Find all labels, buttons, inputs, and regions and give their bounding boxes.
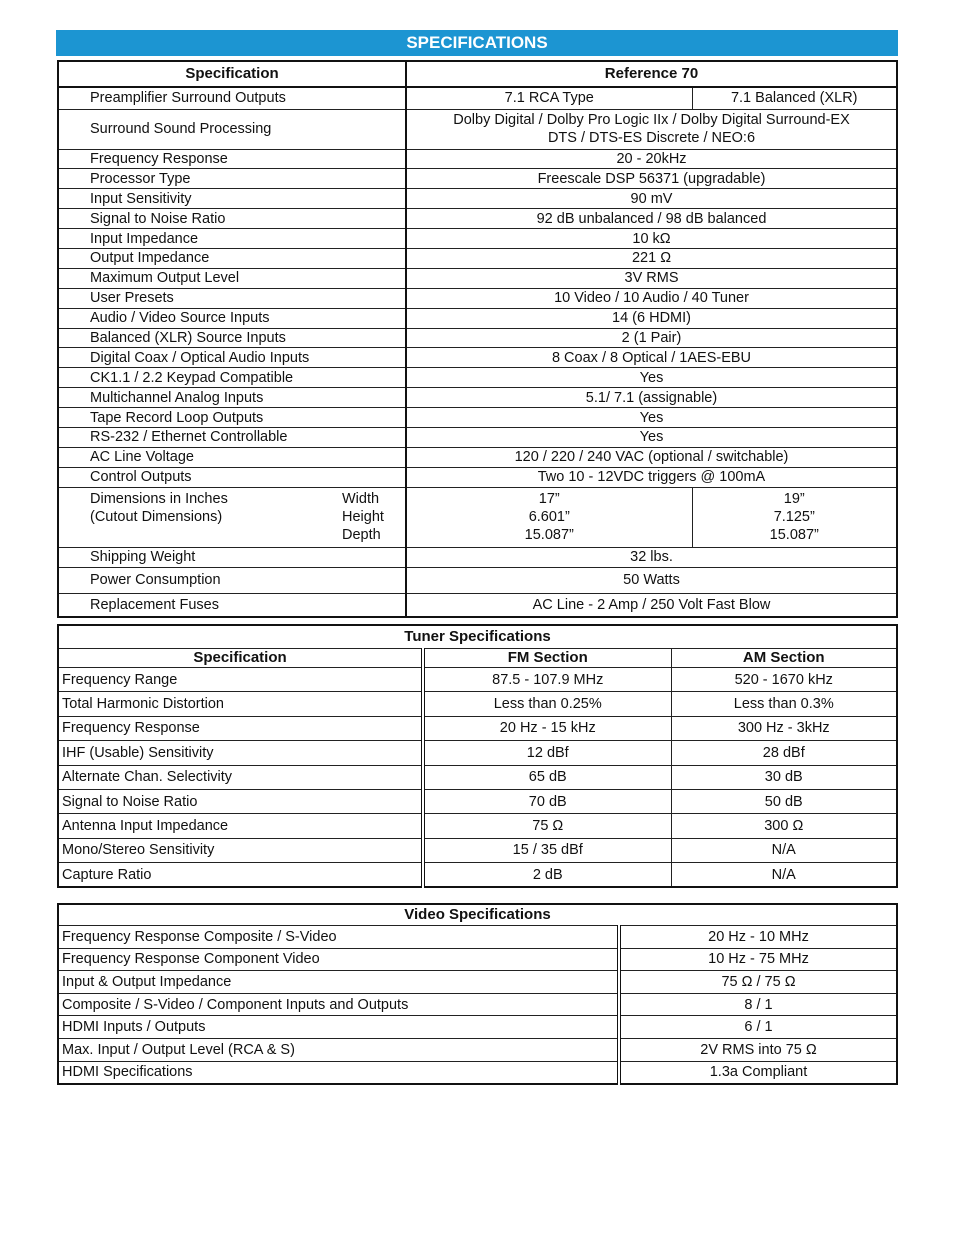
- table-row: [58, 308, 897, 328]
- table-row: [58, 668, 897, 692]
- fm-value: 70 dB: [423, 789, 671, 813]
- table-row: [58, 268, 897, 288]
- row-value: 3V RMS: [406, 268, 897, 288]
- table-row: [58, 149, 897, 169]
- row-label: Output Impedance: [58, 248, 406, 268]
- depth-label: Depth: [342, 527, 381, 544]
- row-value: Yes: [406, 368, 897, 388]
- row-value: 20 Hz - 10 MHz: [619, 926, 897, 949]
- row-label: Maximum Output Level: [58, 268, 406, 288]
- row-label: Max. Input / Output Level (RCA & S): [58, 1038, 619, 1061]
- row-label: Input Sensitivity: [58, 189, 406, 209]
- table-row: [58, 765, 897, 789]
- dimensions-value-a: [406, 487, 692, 547]
- table-row: [58, 328, 897, 348]
- fm-value: 2 dB: [423, 863, 671, 887]
- am-value: 300 Ω: [671, 814, 897, 838]
- row-label: Antenna Input Impedance: [58, 814, 423, 838]
- row-label: CK1.1 / 2.2 Keypad Compatible: [58, 368, 406, 388]
- row-label: Frequency Range: [58, 668, 423, 692]
- video-spec-table: [57, 903, 898, 1085]
- row-label: Processor Type: [58, 169, 406, 189]
- row-label: Shipping Weight: [58, 547, 406, 567]
- tuner-header-specification: Specification: [58, 649, 423, 668]
- height-value: 7.125”: [773, 509, 815, 526]
- table-row: [58, 229, 897, 249]
- row-value: 75 Ω / 75 Ω: [619, 971, 897, 994]
- table-row: [58, 692, 897, 716]
- row-value: Two 10 - 12VDC triggers @ 100mA: [406, 467, 897, 487]
- row-label: Control Outputs: [58, 467, 406, 487]
- row-label: Signal to Noise Ratio: [58, 789, 423, 813]
- row-label: User Presets: [58, 288, 406, 308]
- depth-value: 15.087”: [524, 527, 574, 544]
- video-title-row: [58, 904, 897, 926]
- row-value: 20 - 20kHz: [406, 149, 897, 169]
- am-value: 28 dBf: [671, 741, 897, 765]
- surround-line-1: Dolby Digital / Dolby Pro Logic IIx / Dolby Digital Surround-EX: [453, 112, 850, 128]
- table-row: [58, 814, 897, 838]
- row-value: 10 kΩ: [406, 229, 897, 249]
- main-header-row: [58, 61, 897, 87]
- tuner-spec-table: [57, 624, 898, 888]
- dimensions-label: Dimensions in Inches: [90, 491, 228, 508]
- fm-value: 75 Ω: [423, 814, 671, 838]
- row-label: HDMI Specifications: [58, 1061, 619, 1084]
- am-value: 30 dB: [671, 765, 897, 789]
- row-value: 7.1 RCA Type: [406, 87, 692, 109]
- row-value: 221 Ω: [406, 248, 897, 268]
- table-row: [58, 926, 897, 949]
- table-row: [58, 716, 897, 740]
- row-label: Frequency Response: [58, 149, 406, 169]
- table-row: [58, 109, 897, 149]
- am-value: Less than 0.3%: [671, 692, 897, 716]
- row-label: Total Harmonic Distortion: [58, 692, 423, 716]
- main-spec-table: [57, 60, 898, 618]
- row-value: Yes: [406, 427, 897, 447]
- row-label: Composite / S-Video / Component Inputs and Outputs: [58, 993, 619, 1016]
- table-row: [58, 1016, 897, 1039]
- tuner-header-fm: FM Section: [423, 649, 671, 668]
- row-label: Input Impedance: [58, 229, 406, 249]
- row-label: Signal to Noise Ratio: [58, 209, 406, 229]
- height-value: 6.601”: [528, 509, 570, 526]
- tuner-title: Tuner Specifications: [58, 625, 897, 649]
- row-label: Frequency Response Composite / S-Video: [58, 926, 619, 949]
- row-label: Power Consumption: [58, 567, 406, 593]
- row-value: 1.3a Compliant: [619, 1061, 897, 1084]
- table-row: [58, 447, 897, 467]
- am-value: N/A: [671, 838, 897, 862]
- row-value: 6 / 1: [619, 1016, 897, 1039]
- dimensions-value-b: [692, 487, 897, 547]
- tuner-header-am: AM Section: [671, 649, 897, 668]
- tuner-header-row: [58, 649, 897, 668]
- table-row: [58, 368, 897, 388]
- row-value: 92 dB unbalanced / 98 dB balanced: [406, 209, 897, 229]
- table-row: [58, 863, 897, 887]
- row-label: Surround Sound Processing: [58, 109, 406, 149]
- table-row: [58, 789, 897, 813]
- cutout-label: (Cutout Dimensions): [90, 509, 223, 526]
- row-label: Mono/Stereo Sensitivity: [58, 838, 423, 862]
- table-row: [58, 948, 897, 971]
- row-value: 7.1 Balanced (XLR): [692, 87, 897, 109]
- table-row: [58, 971, 897, 994]
- fm-value: 12 dBf: [423, 741, 671, 765]
- table-row: [58, 741, 897, 765]
- table-row: [58, 388, 897, 408]
- table-row: [58, 1061, 897, 1084]
- am-value: 520 - 1670 kHz: [671, 668, 897, 692]
- row-label: Balanced (XLR) Source Inputs: [58, 328, 406, 348]
- table-row: [58, 1038, 897, 1061]
- am-value: N/A: [671, 863, 897, 887]
- row-label: HDMI Inputs / Outputs: [58, 1016, 619, 1039]
- header-specification: Specification: [58, 61, 406, 87]
- table-row: [58, 467, 897, 487]
- row-label: Frequency Response Component Video: [58, 948, 619, 971]
- row-label: IHF (Usable) Sensitivity: [58, 741, 423, 765]
- table-row: [58, 209, 897, 229]
- row-value: 50 Watts: [406, 567, 897, 593]
- row-value: 8 / 1: [619, 993, 897, 1016]
- header-reference-70: Reference 70: [406, 61, 897, 87]
- dimensions-row: [58, 487, 897, 547]
- table-row: [58, 408, 897, 428]
- fm-value: Less than 0.25%: [423, 692, 671, 716]
- row-value: 5.1/ 7.1 (assignable): [406, 388, 897, 408]
- table-row: [58, 189, 897, 209]
- row-value: Freescale DSP 56371 (upgradable): [406, 169, 897, 189]
- row-value: 2 (1 Pair): [406, 328, 897, 348]
- table-row: [58, 593, 897, 617]
- row-label: Digital Coax / Optical Audio Inputs: [58, 348, 406, 368]
- row-label: Multichannel Analog Inputs: [58, 388, 406, 408]
- row-label: Capture Ratio: [58, 863, 423, 887]
- row-label: Replacement Fuses: [58, 593, 406, 617]
- height-label: Height: [342, 509, 384, 526]
- table-row: [58, 288, 897, 308]
- table-row: [58, 87, 897, 109]
- am-value: 300 Hz - 3kHz: [671, 716, 897, 740]
- row-value: [406, 109, 897, 149]
- fm-value: 87.5 - 107.9 MHz: [423, 668, 671, 692]
- width-label: Width: [342, 491, 380, 508]
- surround-line-2: DTS / DTS-ES Discrete / NEO:6: [547, 130, 756, 146]
- tuner-title-row: [58, 625, 897, 649]
- row-value: 90 mV: [406, 189, 897, 209]
- width-value: 19”: [783, 491, 805, 508]
- table-row: [58, 838, 897, 862]
- row-label: Tape Record Loop Outputs: [58, 408, 406, 428]
- row-value: 120 / 220 / 240 VAC (optional / switchable): [406, 447, 897, 467]
- row-value: Yes: [406, 408, 897, 428]
- table-row: [58, 567, 897, 593]
- table-row: [58, 348, 897, 368]
- row-value: 2V RMS into 75 Ω: [619, 1038, 897, 1061]
- table-row: [58, 248, 897, 268]
- row-label: Input & Output Impedance: [58, 971, 619, 994]
- dimensions-label-cell: [58, 487, 406, 547]
- row-label: Alternate Chan. Selectivity: [58, 765, 423, 789]
- row-value: 32 lbs.: [406, 547, 897, 567]
- specifications-banner: SPECIFICATIONS: [56, 30, 898, 56]
- row-value: 10 Hz - 75 MHz: [619, 948, 897, 971]
- am-value: 50 dB: [671, 789, 897, 813]
- row-value: 14 (6 HDMI): [406, 308, 897, 328]
- width-value: 17”: [538, 491, 560, 508]
- table-row: [58, 427, 897, 447]
- fm-value: 65 dB: [423, 765, 671, 789]
- depth-value: 15.087”: [769, 527, 819, 544]
- row-label: AC Line Voltage: [58, 447, 406, 467]
- table-row: [58, 169, 897, 189]
- row-label: RS-232 / Ethernet Controllable: [58, 427, 406, 447]
- row-label: Frequency Response: [58, 716, 423, 740]
- fm-value: 15 / 35 dBf: [423, 838, 671, 862]
- table-row: [58, 993, 897, 1016]
- video-title: Video Specifications: [58, 904, 897, 926]
- table-row: [58, 547, 897, 567]
- row-value: 10 Video / 10 Audio / 40 Tuner: [406, 288, 897, 308]
- row-label: Preamplifier Surround Outputs: [58, 87, 406, 109]
- fm-value: 20 Hz - 15 kHz: [423, 716, 671, 740]
- row-value: 8 Coax / 8 Optical / 1AES-EBU: [406, 348, 897, 368]
- row-label: Audio / Video Source Inputs: [58, 308, 406, 328]
- row-value: AC Line - 2 Amp / 250 Volt Fast Blow: [406, 593, 897, 617]
